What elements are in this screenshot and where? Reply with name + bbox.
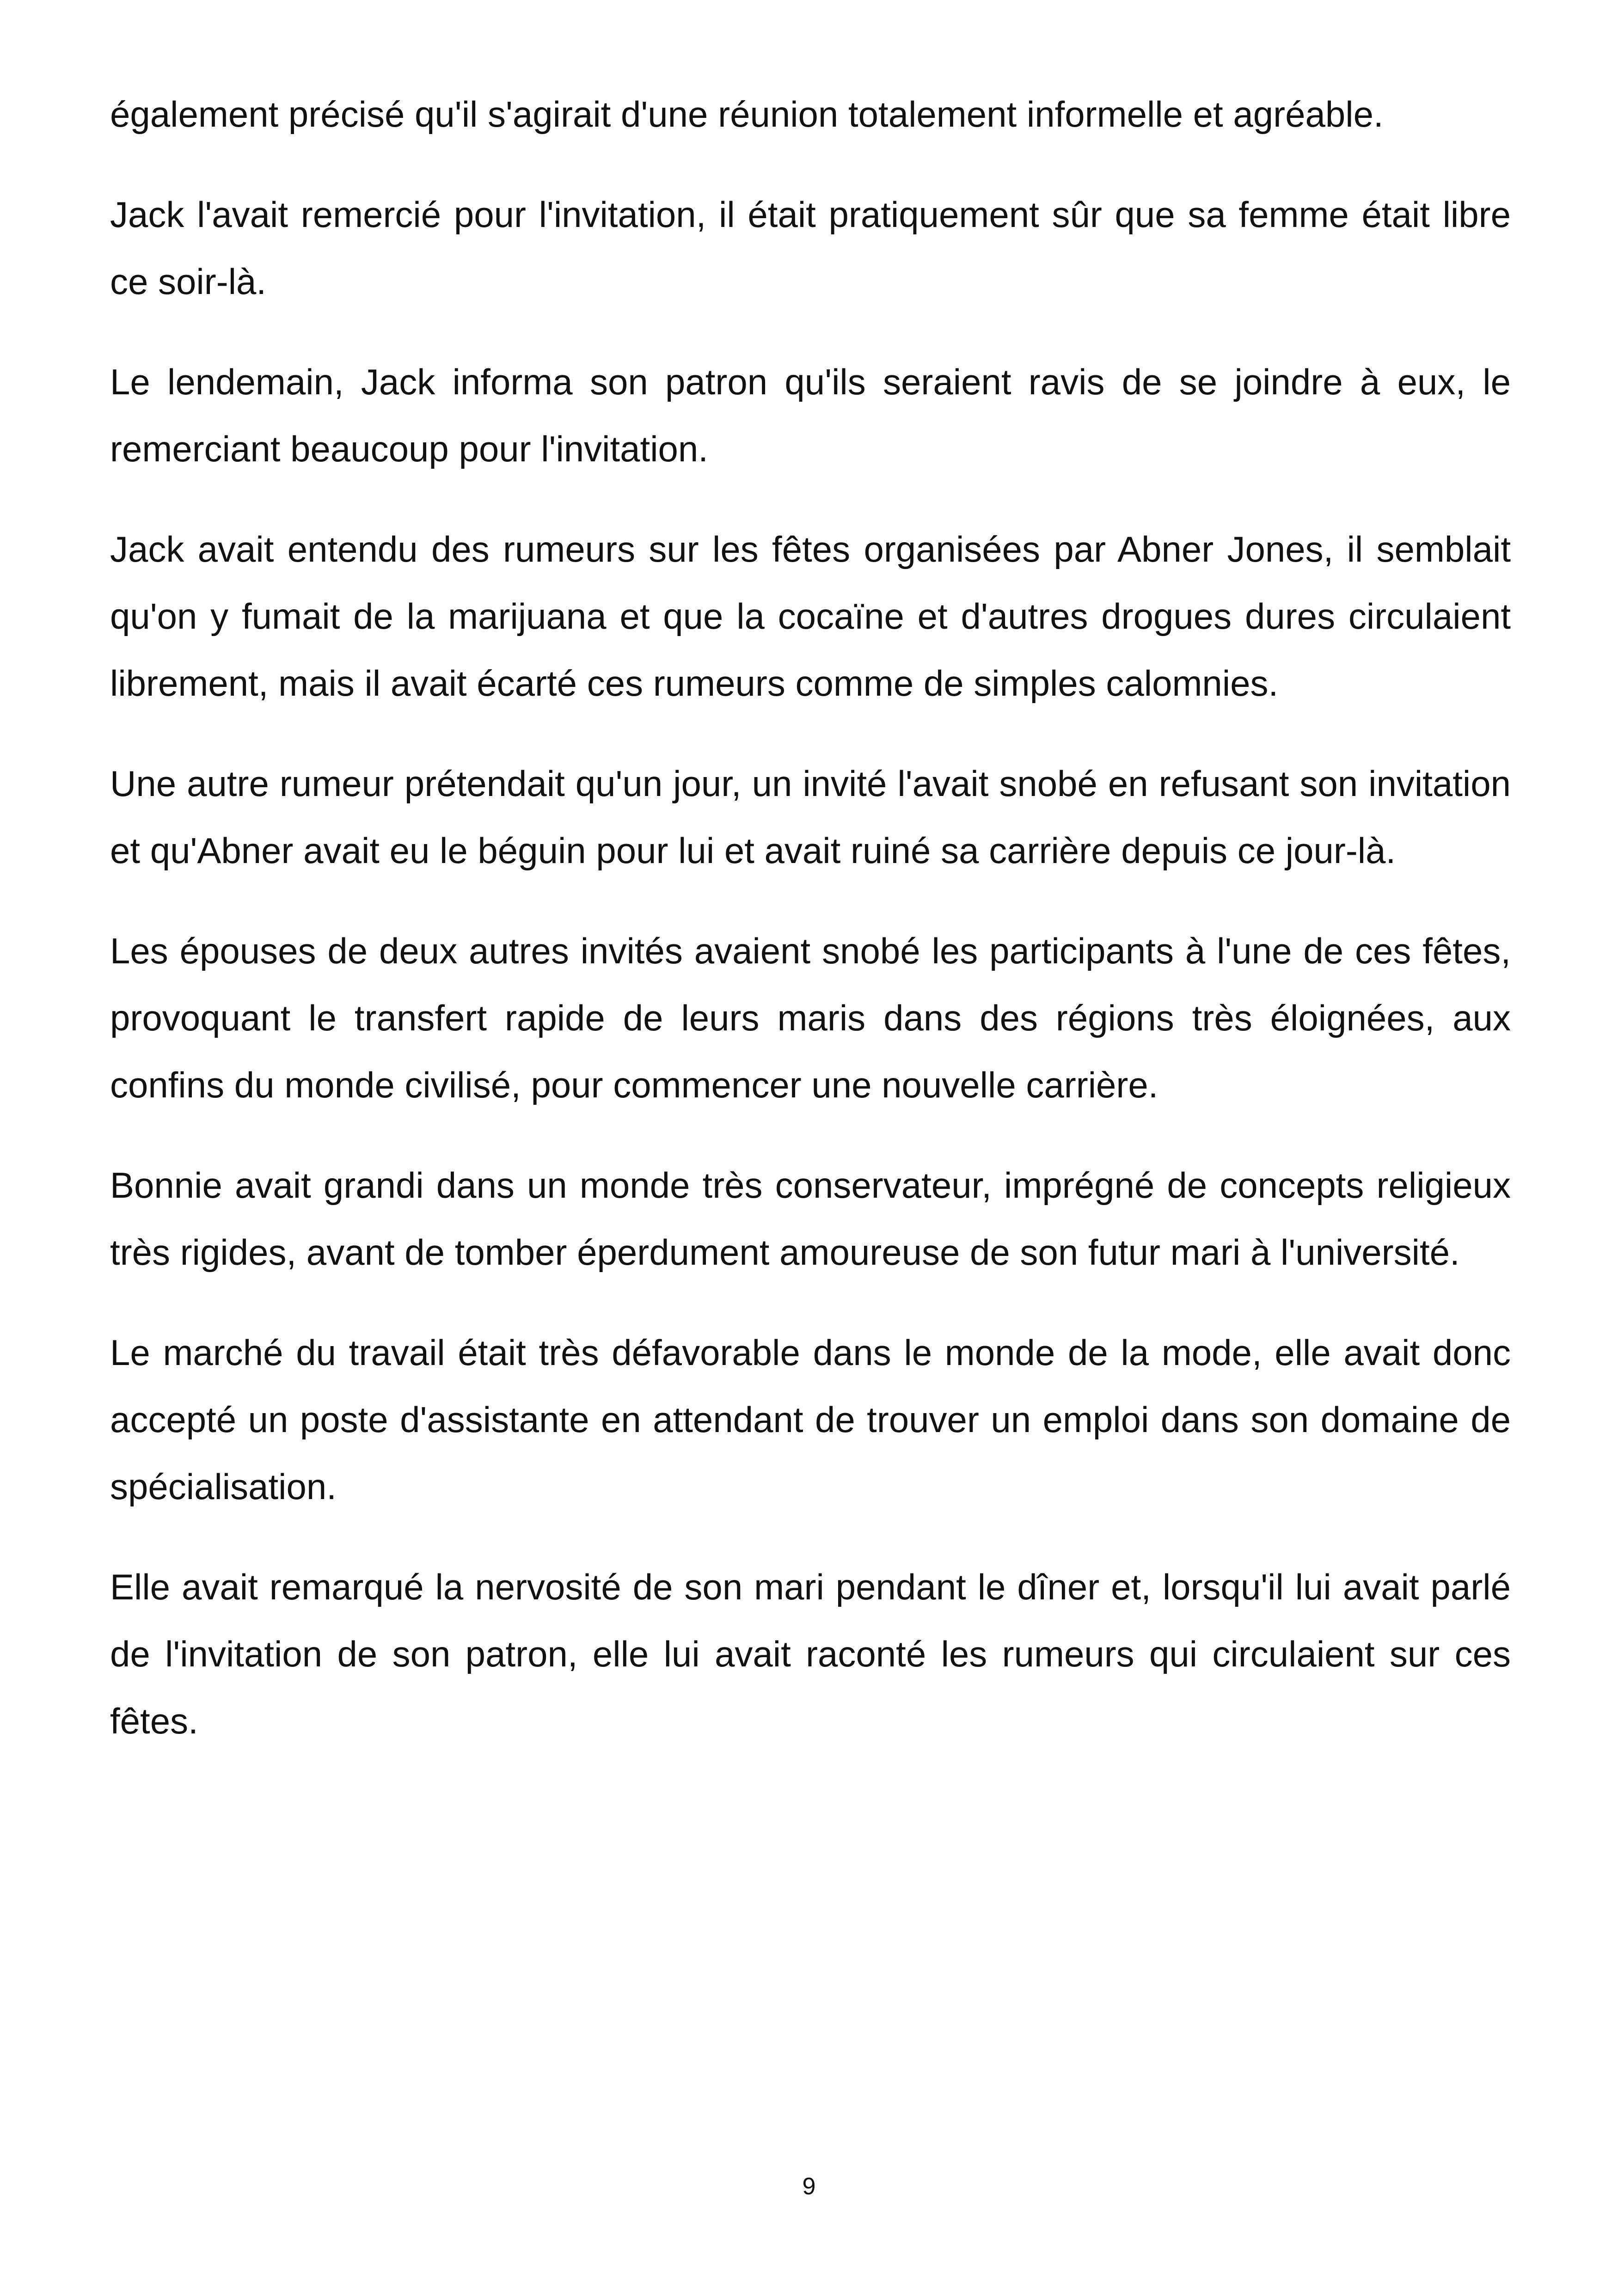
paragraph: Les épouses de deux autres invités avaient snobé les participants à l'une de ces fêtes, provoquant le transfert rapide de leurs maris dans des régions très éloignées, aux confins du monde civilisé, pour commencer une nouvelle carrière. [110, 931, 1511, 1105]
paragraph: Jack avait entendu des rumeurs sur les fêtes organisées par Abner Jones, il semblait qu'on y fumait de la marijuana et que la cocaïne et d'autres drogues dures circulaient librement, mais il avait écarté ces rumeurs comme de simples calomnies. [110, 529, 1511, 704]
paragraph: Elle avait remarqué la nervosité de son mari pendant le dîner et, lorsqu'il lui avait parlé de l'invitation de son patron, elle lui avait raconté les rumeurs qui circulaient sur ces fêtes. [110, 1567, 1511, 1741]
paragraph: Le lendemain, Jack informa son patron qu'ils seraient ravis de se joindre à eux, le remerciant beaucoup pour l'invitation. [110, 361, 1511, 469]
paragraph: Une autre rumeur prétendait qu'un jour, un invité l'avait snobé en refusant son invitation et qu'Abner avait eu le béguin pour lui et avait ruiné sa carrière depuis ce jour-là. [110, 763, 1511, 871]
paragraph: également précisé qu'il s'agirait d'une réunion totalement informelle et agréable. [110, 94, 1384, 135]
paragraph: Jack l'avait remercié pour l'invitation, il était pratiquement sûr que sa femme était libre ce soir-là. [110, 194, 1511, 302]
page-number: 9 [802, 2173, 816, 2200]
paragraph: Bonnie avait grandi dans un monde très conservateur, imprégné de concepts religieux très rigides, avant de tomber éperdument amoureuse de son futur mari à l'université. [110, 1165, 1511, 1273]
paragraph: Le marché du travail était très défavorable dans le monde de la mode, elle avait donc accepté un poste d'assistante en attendant de trouver un emploi dans son domaine de spécialisation. [110, 1332, 1511, 1507]
text-body [110, 81, 1511, 1788]
